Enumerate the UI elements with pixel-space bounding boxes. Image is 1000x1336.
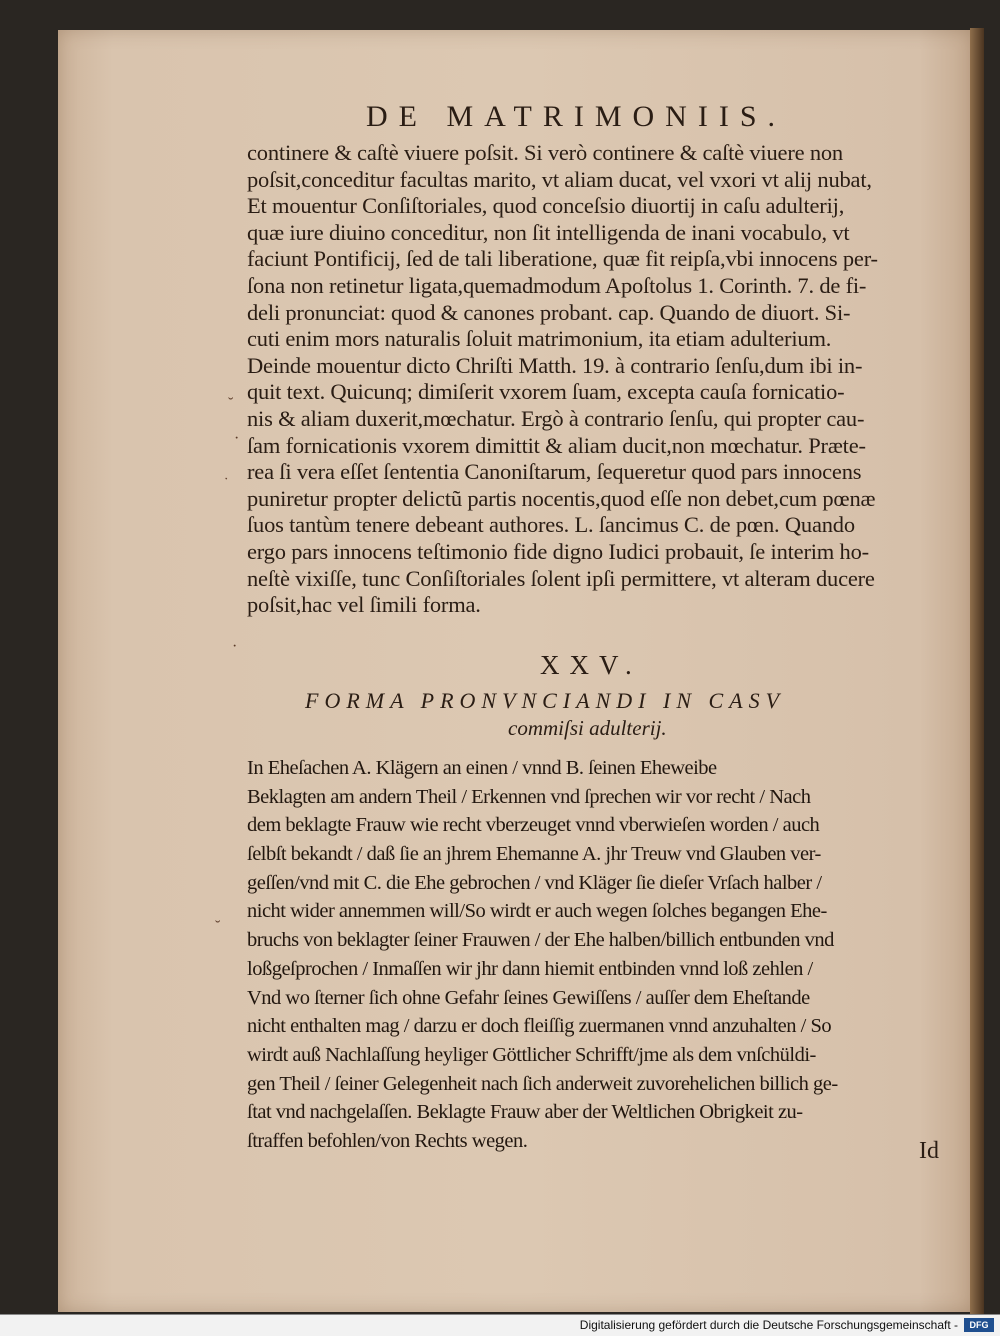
latin-text-line: continere & caſtè viuere poſsit. Si verò continere & caſtè viuere non [247, 140, 843, 165]
latin-text-line: ſam fornicationis vxorem dimittit & aliam ducit,non mœchatur. Præte- [247, 432, 866, 458]
german-text-line: ſtat vnd nachgelaſſen. Beklagte Frauw aber der Weltlichen Obrigkeit zu- [247, 1101, 803, 1124]
forma-subtitle: commiſsi adulterij. [508, 716, 667, 740]
latin-text-line: puniretur propter delictũ partis nocentis,quod eſſe non debet,cum pœnæ [247, 485, 876, 511]
german-text-line: loßgeſprochen / Inmaſſen wir jhr dann hiemit entbinden vnnd loß zehlen / [247, 957, 813, 980]
margin-mark: · [232, 638, 238, 655]
latin-text-line: cuti enim mors naturalis ſoluit matrimonium, ita etiam adulterium. [247, 326, 832, 352]
german-text-line: geſſen/vnd mit C. die Ehe gebrochen / vnd Kläger ſie dieſer Vrſach halber / [247, 871, 822, 894]
latin-text-line: quæ iure diuino conceditur, non ſit intelligenda de inani vocabulo, vt [247, 219, 850, 245]
german-text-block [247, 754, 959, 1156]
latin-text-line: rea ſi vera eſſet ſententia Canoniſtarum, ſequeretur quod pars innocens [247, 459, 862, 485]
german-text-line: ſtraffen befohlen/von Rechts wegen. [247, 1129, 528, 1152]
latin-text-line: faciunt Pontificij, ſed de tali liberatione, quæ fit reipſa,vbi innocens per- [247, 246, 878, 272]
latin-text-block [247, 140, 959, 619]
german-text-line: nicht enthalten mag / darzu er doch fleiſſig zuermanen vnnd anzuhalten / So [247, 1015, 832, 1038]
latin-text-line: ſuos tantùm tenere debeant authores. L. ſancimus C. de pœn. Quando [247, 512, 855, 538]
margin-mark: ˑ [224, 472, 229, 489]
german-text-line: nicht wider annemmen will/So wirdt er auch wegen ſolches begangen Ehe- [247, 900, 827, 923]
latin-text-line: Et mouentur Conſiſtoriales, quod conceſsio diuortij in caſu adulterij, [247, 193, 845, 219]
german-text-line: Vnd wo ſterner ſich ohne Gefahr ſeines Gewiſſens / auſſer dem Eheſtande [247, 986, 810, 1009]
forma-title: FORMA PRONVNCIANDI IN CASV [305, 688, 786, 713]
latin-text-line: deli pronunciat: quod & canones probant. cap. Quando de diuort. Si- [247, 299, 851, 325]
running-head: DE MATRIMONIIS. [366, 100, 786, 133]
latin-text-line: poſsit,hac vel ſimili forma. [247, 592, 481, 618]
german-text-line: gen Theil / ſeiner Gelegenheit nach ſich anderweit zuvorehelichen billich ge- [247, 1072, 838, 1095]
latin-text-line: Deinde mouentur dicto Chriſti Matth. 19. à contrario ſenſu,dum ibi in- [247, 352, 863, 378]
german-text-line: wirdt auß Nachlaſſung heyliger Göttlicher Schrifft/jme als dem vnſchüldi- [247, 1043, 816, 1066]
page-edge [970, 28, 984, 1314]
german-text-line: bruchs von beklagter ſeiner Frauwen / der Ehe halben/billich entbunden vnd [247, 929, 834, 952]
german-text-line: ſelbſt bekandt / daß ſie an jhrem Ehemanne A. jhr Treuw vnd Glauben ver- [247, 843, 821, 866]
margin-mark: ˘ [215, 918, 221, 935]
latin-text-line: poſsit,conceditur facultas marito, vt aliam ducat, vel vxori vt alij nubat, [247, 166, 872, 192]
margin-mark: · [234, 430, 240, 447]
german-text-line: In Eheſachen A. Klägern an einen / vnnd B. ſeinen Eheweibe [247, 757, 717, 779]
latin-text-line: nis & aliam duxerit,mœchatur. Ergò à contrario ſenſu, qui propter cau- [247, 405, 865, 431]
margin-mark: ˘ [228, 395, 234, 412]
latin-text-line: ſona non retinetur ligata,quemadmodum Apoſtolus 1. Corinth. 7. de fi- [247, 272, 867, 298]
latin-text-line: neſtè vixiſſe, tunc Conſiſtoriales ſolent ipſi permittere, vt alteram ducere [247, 565, 875, 591]
dfg-logo: DFG [964, 1318, 994, 1332]
footer-credit: Digitalisierung gefördert durch die Deutsche Forschungsgemeinschaft - [579, 1318, 958, 1332]
german-text-line: dem beklagte Frauw wie recht vberzeuget vnnd vberwieſen worden / auch [247, 814, 820, 837]
german-text-line: Beklagten am andern Theil / Erkennen vnd ſprechen wir vor recht / Nach [247, 785, 811, 808]
latin-text-line: ergo pars innocens teſtimonio fide digno Iudici probauit, ſe interim ho- [247, 538, 869, 564]
section-number: XXV. [540, 650, 642, 680]
latin-text-line: quit text. Quicunq; dimiſerit vxorem ſuam, excepta cauſa fornicatio- [247, 379, 845, 405]
catchword: Id [919, 1138, 939, 1164]
footer-bar [0, 1314, 1000, 1336]
